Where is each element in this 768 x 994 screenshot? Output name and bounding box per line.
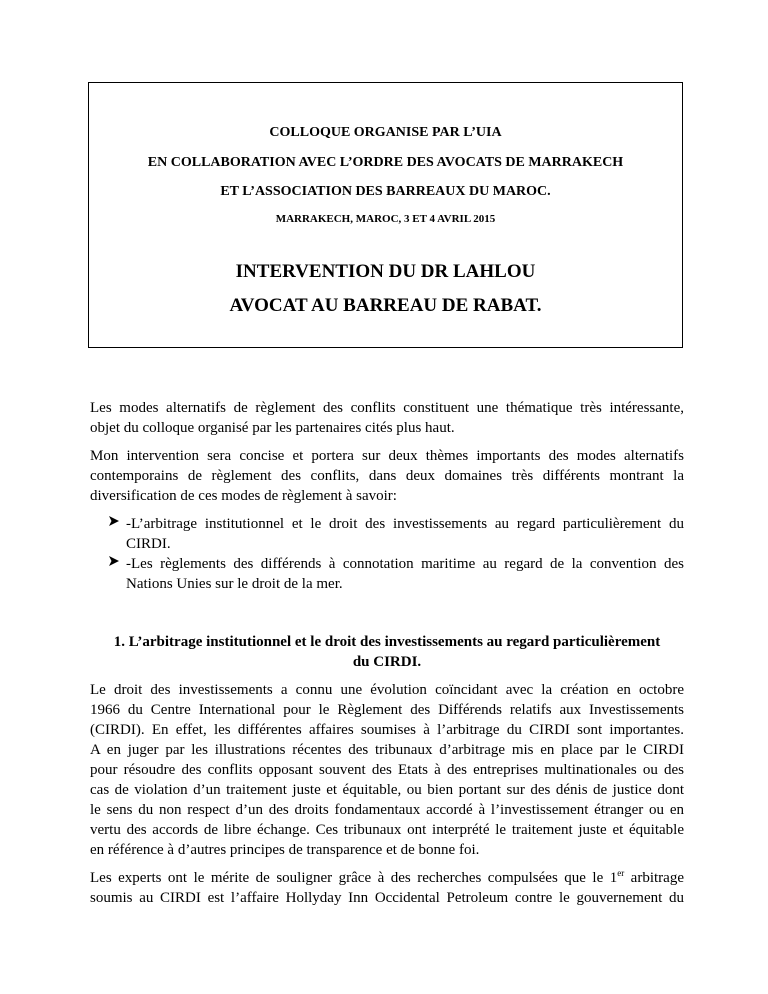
text-line: -L’arbitrage institutionnel et le droit des investissements au regard particulièrement du xyxy=(126,516,684,532)
text-line: cas de violation d’un traitement juste et équitable, ou bien portant sur des dénis de justice dont xyxy=(90,782,684,798)
ordinal-superscript: er xyxy=(617,868,625,878)
intro-paragraph-2 xyxy=(90,446,684,506)
section-title-line: du CIRDI. xyxy=(352,654,422,670)
colloque-title: COLLOQUE ORGANISE PAR L’UIA xyxy=(269,125,502,140)
text-line: le sens du non respect d’un des droits fondamentaux accordé à l’investissement étranger ou en xyxy=(90,802,684,818)
text-line: 1966 du Centre International pour le Règlement des Différends relatifs aux Investissements xyxy=(90,702,684,718)
arrowhead-bullet-icon xyxy=(108,514,122,534)
text-line: contemporains de règlement des conflits, dans deux domaines très différents montrant la xyxy=(90,468,684,484)
text-line: soumis au CIRDI est l’affaire Hollyday Inn Occidental Petroleum contre le gouvernement du xyxy=(90,890,684,906)
text-line: Mon intervention sera concise et portera sur deux thèmes importants des modes alternatifs xyxy=(90,448,684,464)
text-line: (CIRDI). En effet, les différentes affaires soumises à l’arbitrage du CIRDI sont importantes. xyxy=(90,722,684,738)
text-fragment: Les experts ont le mérite de souligner grâce à des recherches compulsées que le 1 xyxy=(90,870,618,886)
collaboration-line: EN COLLABORATION AVEC L’ORDRE DES AVOCATS DE MARRAKECH xyxy=(147,155,624,170)
text-line: pour résoudre des conflits opposant souvent des Etats à des entreprises multinationales ou des xyxy=(90,762,684,778)
event-place-date: MARRAKECH, MAROC, 3 ET 4 AVRIL 2015 xyxy=(275,213,496,225)
text-line: Les modes alternatifs de règlement des conflits constituent une thématique très intéressante, xyxy=(90,400,684,416)
section-1-paragraph-2 xyxy=(90,868,684,908)
text-line: diversification de ces modes de règlement à savoir: xyxy=(90,488,397,504)
text-line: en référence à d’autres principes de transparence et de bonne foi. xyxy=(90,842,480,858)
text-line: CIRDI. xyxy=(126,536,171,552)
arrowhead-bullet-icon xyxy=(108,554,122,574)
text-line: vertu des accords de libre échange. Ces tribunaux ont interprété le traitement juste et équitable xyxy=(90,822,684,838)
section-1-paragraph-1 xyxy=(90,680,684,860)
section-1-heading xyxy=(90,632,684,672)
text-line: -Les règlements des différends à connotation maritime au regard de la convention des xyxy=(126,556,684,572)
text-line xyxy=(90,868,684,888)
text-fragment: arbitrage xyxy=(624,870,684,886)
topics-list xyxy=(90,514,684,594)
association-line: ET L’ASSOCIATION DES BARREAUX DU MAROC. xyxy=(220,184,551,199)
list-item xyxy=(90,554,684,594)
text-line: Le droit des investissements a connu une évolution coïncidant avec la création en octobre xyxy=(90,682,684,698)
text-line: objet du colloque organisé par les partenaires cités plus haut. xyxy=(90,420,455,436)
speaker-affiliation: AVOCAT AU BARREAU DE RABAT. xyxy=(229,295,542,316)
text-line: A en juger par les illustrations récentes des tribunaux d’arbitrage mis en place par le CIRDI xyxy=(90,742,684,758)
section-title-line: 1. L’arbitrage institutionnel et le droit des investissements au regard particulièrement xyxy=(113,634,661,650)
text-line: Nations Unies sur le droit de la mer. xyxy=(126,576,343,592)
intro-paragraph-1 xyxy=(90,398,684,438)
list-item xyxy=(90,514,684,554)
intervention-title: INTERVENTION DU DR LAHLOU xyxy=(235,261,536,282)
header-box xyxy=(88,82,683,348)
